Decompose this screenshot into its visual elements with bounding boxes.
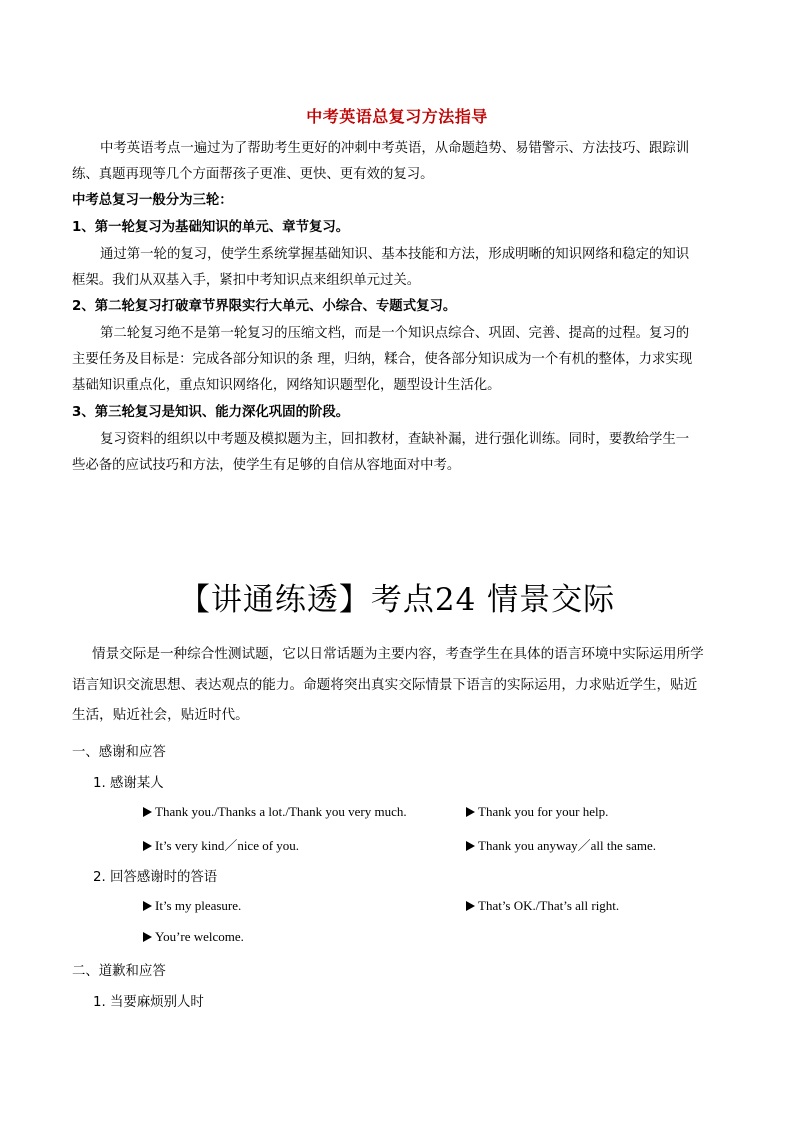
intro-paragraph-line-1: 中考英语考点一遍过为了帮助考生更好的冲刺中考英语，从命题趋势、易错警示、方法技巧、跟踪训: [100, 141, 690, 156]
round-3-line-1: 复习资料的组织以中考题及模拟题为主，回扣教材，查缺补漏，进行强化训练。同时，要教给学生一: [100, 432, 690, 447]
phrase-list-item: It’s my pleasure.: [143, 898, 241, 914]
section-1-item-2: 2. 回答感谢时的答语: [93, 870, 218, 885]
phrase-list-item: Thank you./Thanks a lot./Thank you very much.: [143, 804, 407, 820]
main-desc-line-2: 语言知识交流思想、表达观点的能力。命题将突出真实交际情景下语言的实际运用，力求贴近学生，贴近: [72, 677, 698, 693]
phrase-list-item: That’s OK./That’s all right.: [466, 898, 619, 914]
main-desc-line-3: 生活，贴近社会，贴近时代。: [72, 707, 249, 723]
phrase-list-item: It’s very kind／nice of you.: [143, 835, 299, 854]
bullet-triangle-icon: [466, 841, 475, 851]
round-1-line-2: 框架。我们从双基入手，紧扣中考知识点来组织单元过关。: [72, 273, 421, 288]
round-2-line-2: 主要任务及目标是：完成各部分知识的条 理，归纳，糅合，使各部分知识成为一个有机的整体，力求实现: [72, 352, 693, 367]
round-1-heading: 1、第一轮复习为基础知识的单元、章节复习。: [72, 220, 350, 235]
phrase-list-item: Thank you anyway／all the same.: [466, 835, 656, 854]
section-2-heading: 二、道歉和应答: [72, 964, 166, 979]
intro-title: 中考英语总复习方法指导: [306, 107, 488, 126]
intro-paragraph-line-2: 练、真题再现等几个方面帮孩子更准、更快、更有效的复习。: [72, 167, 434, 182]
round-3-line-2: 些必备的应试技巧和方法，使学生有足够的自信从容地面对中考。: [72, 458, 461, 473]
section-1-heading: 一、感谢和应答: [72, 745, 166, 760]
main-desc-line-1: 情景交际是一种综合性测试题，它以日常话题为主要内容，考查学生在具体的语言环境中实际运用所学: [92, 646, 704, 662]
bullet-triangle-icon: [466, 807, 475, 817]
bullet-triangle-icon: [143, 932, 152, 942]
round-1-line-1: 通过第一轮的复习，使学生系统掌握基础知识、基本技能和方法，形成明晰的知识网络和稳定的知识: [100, 247, 690, 262]
section-2-item-1: 1. 当要麻烦别人时: [93, 995, 204, 1010]
bullet-triangle-icon: [466, 901, 475, 911]
main-title: 【讲通练透】考点24 情景交际: [178, 582, 616, 618]
bullet-triangle-icon: [143, 901, 152, 911]
round-2-heading: 2、第二轮复习打破章节界限实行大单元、小综合、专题式复习。: [72, 299, 457, 314]
bullet-triangle-icon: [143, 841, 152, 851]
section-1-item-1: 1. 感谢某人: [93, 776, 164, 791]
round-2-line-3: 基础知识重点化，重点知识网络化，网络知识题型化，题型设计生活化。: [72, 378, 501, 393]
bullet-triangle-icon: [143, 807, 152, 817]
rounds-heading: 中考总复习一般分为三轮：: [72, 193, 233, 208]
phrase-list-item: You’re welcome.: [143, 929, 244, 945]
round-3-heading: 3、第三轮复习是知识、能力深化巩固的阶段。: [72, 405, 350, 420]
round-2-line-1: 第二轮复习绝不是第一轮复习的压缩文档，而是一个知识点综合、巩固、完善、提高的过程。复习的: [100, 326, 690, 341]
phrase-list-item: Thank you for your help.: [466, 804, 608, 820]
